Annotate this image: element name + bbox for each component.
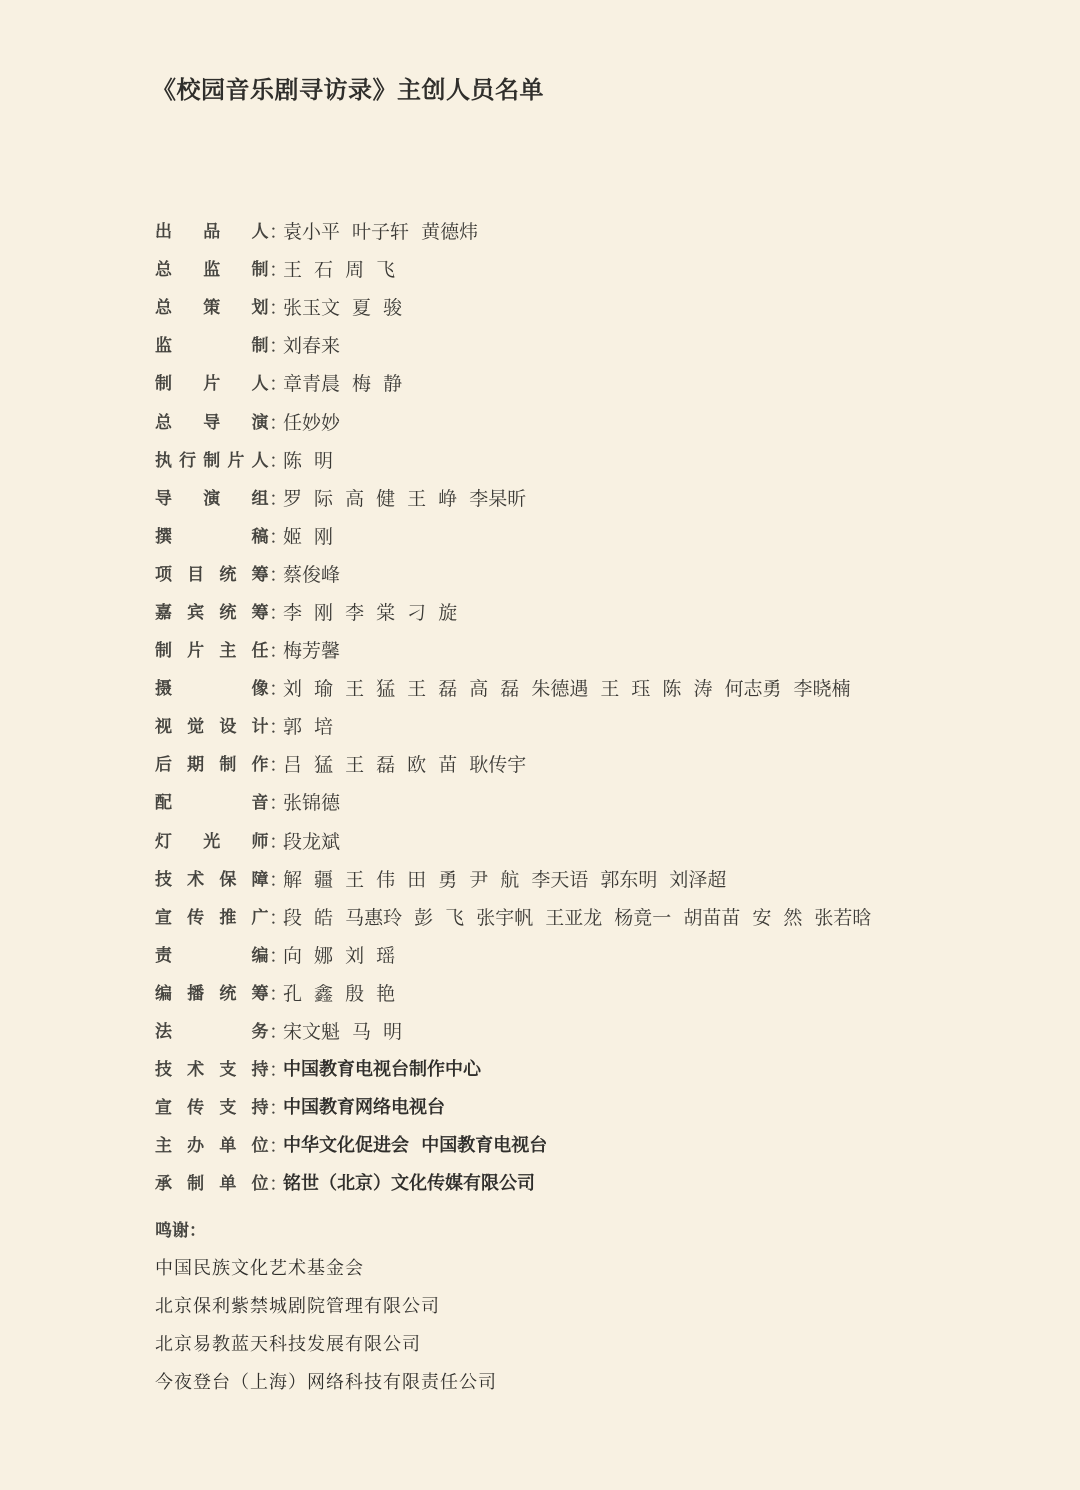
credit-names: 李 刚 李 棠 刁 旋 (283, 601, 458, 624)
acknowledgements-list (155, 1250, 497, 1402)
credit-names: 袁小平 叶子轩 黄德炜 (283, 221, 479, 244)
credit-role: 撰稿 (155, 526, 269, 547)
credit-row (155, 784, 1055, 822)
page-title: 《校园音乐剧寻访录》主创人员名单 (152, 76, 544, 104)
credit-colon: ： (269, 1173, 289, 1196)
credit-names: 罗 际 高 健 王 峥 李杲昕 (283, 487, 527, 510)
credit-role: 主办单位 (155, 1136, 269, 1157)
credit-row (155, 251, 1055, 289)
credit-row (155, 289, 1055, 327)
credit-role: 嘉宾统筹 (155, 602, 269, 623)
acknowledgement-item: 中国民族文化艺术基金会 (155, 1258, 364, 1279)
credit-colon: ： (269, 678, 289, 701)
credit-names: 段龙斌 (283, 830, 341, 853)
acknowledgements (155, 1212, 497, 1402)
credit-colon: ： (269, 716, 289, 739)
credit-names: 中华文化促进会 中国教育电视台 (283, 1135, 548, 1157)
credit-row (155, 556, 1055, 594)
credit-colon: ： (269, 297, 289, 320)
credit-role: 制片人 (155, 374, 269, 395)
credit-row (155, 327, 1055, 365)
credit-names: 陈 明 (283, 449, 334, 472)
credit-role: 灯光师 (155, 831, 269, 852)
credit-colon: ： (269, 868, 289, 891)
acknowledgement-item: 北京保利紫禁城剧院管理有限公司 (155, 1296, 440, 1318)
credit-colon: ： (269, 1135, 289, 1158)
credit-colon: ： (269, 1059, 289, 1082)
credit-colon: ： (269, 525, 289, 548)
credit-names: 郭 培 (283, 716, 334, 739)
credit-colon: ： (269, 906, 289, 929)
credit-names: 解 疆 王 伟 田 勇 尹 航 李天语 郭东明 刘泽超 (283, 868, 727, 891)
credit-names: 梅芳馨 (283, 640, 341, 663)
credit-row (155, 670, 1055, 708)
credit-colon: ： (269, 1021, 289, 1044)
credit-names: 吕 猛 王 磊 欧 苗 耿传宇 (283, 754, 527, 777)
credit-names: 张锦德 (283, 792, 341, 815)
credit-colon: ： (269, 563, 289, 586)
credit-role: 后期制作 (155, 755, 269, 776)
credit-colon: ： (269, 1097, 289, 1120)
credit-names: 刘春来 (283, 335, 341, 358)
credit-row (155, 1165, 1055, 1203)
credit-row (155, 1089, 1055, 1127)
credit-row (155, 937, 1055, 975)
credit-colon: ： (269, 373, 289, 396)
credit-role: 导演组 (155, 488, 269, 509)
credit-role: 出品人 (155, 222, 269, 243)
acknowledgement-item: 今夜登台（上海）网络科技有限责任公司 (155, 1372, 497, 1394)
credit-row (155, 1051, 1055, 1089)
credit-colon: ： (269, 259, 289, 282)
credit-row (155, 480, 1055, 518)
credit-names: 刘 瑜 王 猛 王 磊 高 磊 朱德遇 王 珏 陈 涛 何志勇 李晓楠 (283, 678, 851, 701)
credit-role: 总监制 (155, 260, 269, 281)
credit-role: 总策划 (155, 298, 269, 319)
credit-role: 技术支持 (155, 1060, 269, 1081)
credit-names: 蔡俊峰 (283, 563, 341, 586)
credit-row (155, 975, 1055, 1013)
credit-names: 姬 刚 (283, 525, 334, 548)
credit-row (155, 1127, 1055, 1165)
credit-colon: ： (269, 449, 289, 472)
credit-names: 铭世（北京）文化传媒有限公司 (283, 1173, 535, 1195)
credit-role: 责编 (155, 945, 269, 966)
credit-role: 宣传推广 (155, 907, 269, 928)
credit-names: 中国教育网络电视台 (283, 1097, 445, 1119)
credit-row (155, 823, 1055, 861)
acknowledgements-title: 鸣谢： (155, 1221, 206, 1241)
credit-names: 任妙妙 (283, 411, 341, 434)
credits-list (155, 213, 1055, 1203)
credit-names: 章青晨 梅 静 (283, 373, 403, 396)
credit-role: 摄像 (155, 679, 269, 700)
credit-names: 张玉文 夏 骏 (283, 297, 403, 320)
credit-role: 技术保障 (155, 869, 269, 890)
credit-role: 制片主任 (155, 641, 269, 662)
credit-colon: ： (269, 944, 289, 967)
credit-row (155, 861, 1055, 899)
credit-colon: ： (269, 640, 289, 663)
credit-names: 中国教育电视台制作中心 (283, 1059, 481, 1081)
credit-row (155, 1013, 1055, 1051)
credit-role: 承制单位 (155, 1174, 269, 1195)
credit-role: 总导演 (155, 412, 269, 433)
credit-colon: ： (269, 830, 289, 853)
credit-colon: ： (269, 754, 289, 777)
credit-row (155, 442, 1055, 480)
credit-row (155, 213, 1055, 251)
credit-row (155, 899, 1055, 937)
credit-colon: ： (269, 221, 289, 244)
credit-colon: ： (269, 792, 289, 815)
credit-colon: ： (269, 601, 289, 624)
credit-colon: ： (269, 335, 289, 358)
credit-role: 宣传支持 (155, 1098, 269, 1119)
credit-row (155, 708, 1055, 746)
credit-role: 法务 (155, 1022, 269, 1043)
credit-role: 执行制片人 (155, 450, 269, 471)
credit-names: 宋文魁 马 明 (283, 1021, 403, 1044)
credit-colon: ： (269, 487, 289, 510)
credit-role: 编播统筹 (155, 983, 269, 1004)
credit-role: 项目统筹 (155, 564, 269, 585)
credit-row (155, 403, 1055, 441)
credit-row (155, 518, 1055, 556)
credit-row (155, 746, 1055, 784)
credit-role: 视觉设计 (155, 717, 269, 738)
credit-names: 孔 鑫 殷 艳 (283, 982, 396, 1005)
credit-role: 监制 (155, 336, 269, 357)
credit-role: 配音 (155, 793, 269, 814)
credit-names: 王 石 周 飞 (283, 259, 396, 282)
acknowledgement-item: 北京易教蓝天科技发展有限公司 (155, 1334, 421, 1356)
credit-names: 段 皓 马惠玲 彭 飞 张宇帆 王亚龙 杨竟一 胡苗苗 安 然 张若晗 (283, 906, 872, 929)
credit-row (155, 632, 1055, 670)
credit-colon: ： (269, 982, 289, 1005)
credit-names: 向 娜 刘 瑶 (283, 944, 396, 967)
credit-row (155, 365, 1055, 403)
credit-colon: ： (269, 411, 289, 434)
credit-row (155, 594, 1055, 632)
